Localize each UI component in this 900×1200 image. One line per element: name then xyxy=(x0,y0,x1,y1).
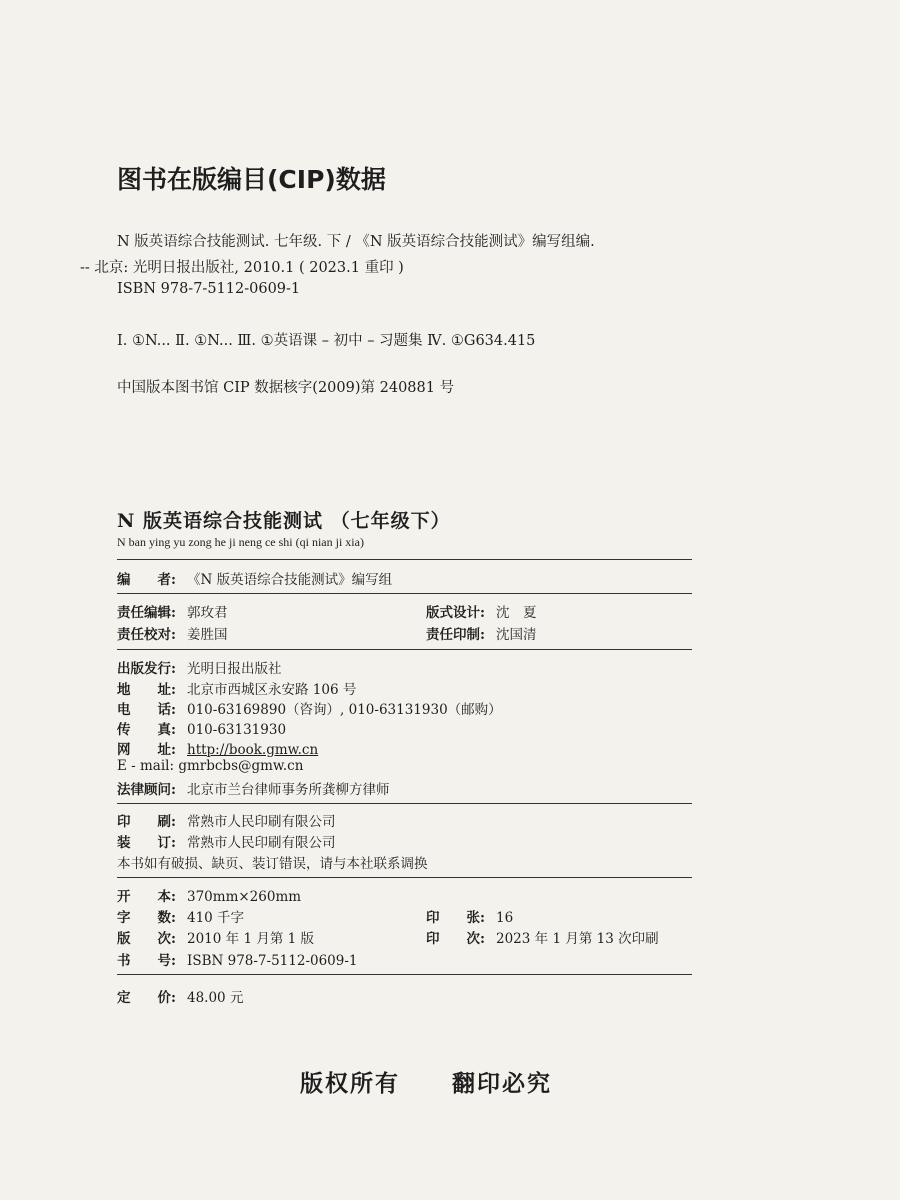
divider xyxy=(117,877,692,878)
cip-heading: 图书在版编目(CIP)数据 xyxy=(117,165,386,194)
sheets-label: 印 张: xyxy=(426,910,485,926)
fax-row xyxy=(117,718,286,738)
edition-label: 版 次: xyxy=(117,931,176,947)
binding-value: 常熟市人民印刷有限公司 xyxy=(187,835,336,851)
editor-value: 《N 版英语综合技能测试》编写组 xyxy=(187,572,393,588)
cip-record-line: 中国版本图书馆 CIP 数据核字(2009)第 240881 号 xyxy=(117,380,455,396)
publisher-label: 出版发行: xyxy=(117,661,176,677)
proofreader-label: 责任校对: xyxy=(117,627,176,643)
printer-label: 印 刷: xyxy=(117,814,176,830)
fax-label: 传 真: xyxy=(117,722,176,738)
divider xyxy=(117,649,692,650)
price-row xyxy=(117,986,243,1006)
phone-value: 010-63169890（咨询）, 010-63131930（邮购） xyxy=(187,702,502,718)
address-row xyxy=(117,678,356,698)
copyright-all-rights: 版权所有 xyxy=(300,1071,400,1097)
fax-value: 010-63131930 xyxy=(187,722,287,738)
proofreader-value: 姜胜国 xyxy=(187,627,228,643)
word-count-row xyxy=(117,906,244,926)
binding-row xyxy=(117,831,336,851)
price-label: 定 价: xyxy=(117,990,176,1006)
print-supervisor-value: 沈国清 xyxy=(496,627,537,643)
editor-label: 编 者: xyxy=(117,572,176,588)
proofreader-row xyxy=(117,623,228,643)
impression-label: 印 次: xyxy=(426,931,485,947)
print-supervisor-label: 责任印制: xyxy=(426,627,485,643)
responsible-editor-label: 责任编辑: xyxy=(117,605,176,621)
sheets-value: 16 xyxy=(496,910,514,926)
email-line: E - mail: gmrbcbs@gmw.cn xyxy=(117,758,304,774)
website-label: 网 址: xyxy=(117,742,176,758)
edition-row xyxy=(117,927,314,947)
word-count-label: 字 数: xyxy=(117,910,176,926)
book-title: N 版英语综合技能测试 （七年级下） xyxy=(117,510,451,532)
phone-label: 电 话: xyxy=(117,702,176,718)
format-row xyxy=(117,885,301,905)
isbn-row xyxy=(117,949,358,969)
address-label: 地 址: xyxy=(117,682,176,698)
format-value: 370mm×260mm xyxy=(187,889,302,905)
responsible-editor-value: 郭玫君 xyxy=(187,605,228,621)
impression-row xyxy=(426,927,659,947)
replacement-notice xyxy=(117,852,428,872)
printer-row xyxy=(117,810,336,830)
format-label: 开 本: xyxy=(117,889,176,905)
publisher-value: 光明日报出版社 xyxy=(187,661,282,677)
layout-design-label: 版式设计: xyxy=(426,605,485,621)
email-row xyxy=(117,758,303,774)
phone-row xyxy=(117,698,502,718)
word-count-value: 410 千字 xyxy=(187,910,245,926)
divider xyxy=(117,593,692,594)
binding-label: 装 订: xyxy=(117,835,176,851)
sheets-row xyxy=(426,906,513,926)
address-value: 北京市西城区永安路 106 号 xyxy=(187,682,357,698)
isbn-value: ISBN 978-7-5112-0609-1 xyxy=(187,953,358,969)
impression-value: 2023 年 1 月第 13 次印刷 xyxy=(496,931,659,947)
printer-value: 常熟市人民印刷有限公司 xyxy=(187,814,336,830)
editor-row xyxy=(117,568,392,588)
layout-design-row xyxy=(426,601,537,621)
divider xyxy=(117,559,692,560)
responsible-editor-row xyxy=(117,601,228,621)
publisher-row xyxy=(117,657,282,677)
cip-isbn-line: ISBN 978-7-5112-0609-1 xyxy=(117,281,301,297)
cip-publisher-line: -- 北京: 光明日报出版社, 2010.1 ( 2023.1 重印 ) xyxy=(80,260,404,276)
legal-counsel-value: 北京市兰台律师事务所龚柳方律师 xyxy=(187,782,390,798)
edition-value: 2010 年 1 月第 1 版 xyxy=(187,931,314,947)
price-value: 48.00 元 xyxy=(187,990,244,1006)
website-link[interactable]: http://book.gmw.cn xyxy=(187,742,319,758)
layout-design-value: 沈 夏 xyxy=(496,605,537,621)
copyright-no-reproduction: 翻印必究 xyxy=(452,1071,552,1097)
cip-classification-line: Ⅰ. ①N... Ⅱ. ①N... Ⅲ. ①英语课 – 初中 – 习题集 Ⅳ. ①G634.415 xyxy=(117,333,536,349)
copyright-notice xyxy=(300,1065,552,1098)
book-pinyin-title: N ban ying yu zong he ji neng ce shi (qi nian ji xia) xyxy=(117,535,364,549)
print-supervisor-row xyxy=(426,623,537,643)
isbn-label: 书 号: xyxy=(117,953,176,969)
website-row xyxy=(117,738,318,758)
divider xyxy=(117,803,692,804)
cip-title-line: N 版英语综合技能测试. 七年级. 下 / 《N 版英语综合技能测试》编写组编. xyxy=(117,234,595,250)
divider xyxy=(117,974,692,975)
replacement-notice-text: 本书如有破损、缺页、装订错误，请与本社联系调换 xyxy=(117,856,428,872)
legal-counsel-label: 法律顾问: xyxy=(117,782,176,798)
legal-counsel-row xyxy=(117,778,390,798)
